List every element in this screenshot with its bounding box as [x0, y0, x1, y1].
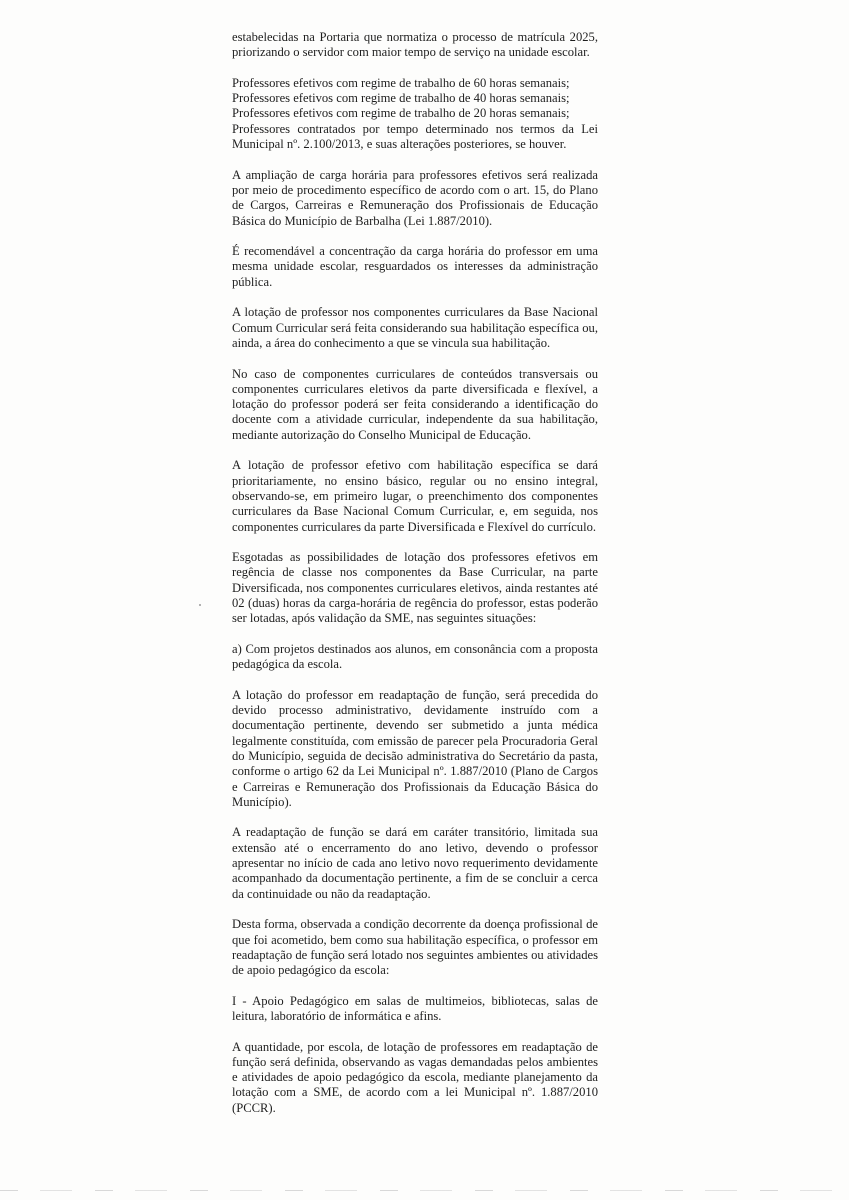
paragraph-item-i-apoio-pedagogico: I - Apoio Pedagógico em salas de multimeios, bibliotecas, salas de leitura, laboratório de informática e afins.	[232, 993, 598, 1023]
paragraph-matricula-priority: estabelecidas na Portaria que normatiza o processo de matrícula 2025, priorizando o servidor com maior tempo de serviço na unidade escolar.	[232, 30, 598, 60]
paragraph-lotacao-efetivo: A lotação de professor efetivo com habilitação específica se dará prioritariamente, no ensino básico, regular ou no ensino integral, observando-se, em primeiro lugar, o preenchimento dos componentes curriculares da Base Nacional Comum Curricular, e, em seguida, nos componentes curriculares da parte Diversificada e Flexível do currículo.	[232, 458, 598, 534]
paragraph-lotacao-bncc: A lotação de professor nos componentes curriculares da Base Nacional Comum Curricular será feita considerando sua habilitação específica ou, ainda, a área do conhecimento a que se vincula sua habilitação.	[232, 305, 598, 350]
paragraph-concentracao-carga: É recomendável a concentração da carga horária do professor em uma mesma unidade escolar, resguardados os interesses da administração pública.	[232, 244, 598, 289]
regime-item-contratados: Professores contratados por tempo determinado nos termos da Lei Municipal nº. 2.100/2013, e suas alterações posteriores, se houver.	[232, 121, 598, 152]
paragraph-quantidade-lotacao: A quantidade, por escola, de lotação de professores em readaptação de função será definida, observando as vagas demandadas pelos ambientes e atividades de apoio pedagógico da escola, mediante planejamento da lotação com a SME, de acordo com a lei Municipal nº. 1.887/2010 (PCCR).	[232, 1039, 598, 1115]
paragraph-ampliacao-carga: A ampliação de carga horária para professores efetivos será realizada por meio de procedimento específico de acordo com o art. 15, do Plano de Cargos, Carreiras e Remuneração dos Profissionais de Educação Básica do Município de Barbalha (Lei 1.887/2010).	[232, 167, 598, 228]
regime-item-20h: Professores efetivos com regime de trabalho de 20 horas semanais;	[232, 106, 570, 121]
document-body	[232, 30, 598, 1116]
regime-item-40h: Professores efetivos com regime de trabalho de 40 horas semanais;	[232, 91, 570, 106]
paragraph-componentes-transversais: No caso de componentes curriculares de conteúdos transversais ou componentes curriculares eletivos da parte diversificada e flexível, a lotação do professor poderá ser feita considerando a identificação do docente com a atividade curricular, independente da sua habilitação, mediante autorização do Conselho Municipal de Educação.	[232, 366, 598, 442]
paragraph-esgotadas-possibilidades: Esgotadas as possibilidades de lotação dos professores efetivos em regência de classe nos componentes da Base Curricular, na parte Diversificada, nos componentes curriculares eletivos, ainda restantes até 02 (duas) horas da carga-horária de regência do professor, estas poderão ser lotadas, após validação da SME, nas seguintes situações:	[232, 550, 598, 626]
regime-list	[232, 76, 598, 152]
paragraph-readaptacao-transitoria: A readaptação de função se dará em caráter transitório, limitada sua extensão até o encerramento do ano letivo, devendo o professor apresentar no início de cada ano letivo novo requerimento devidamente acompanhado da documentação pertinente, a fim de se concluir a cerca da continuidade ou não da readaptação.	[232, 825, 598, 901]
paragraph-ambientes-apoio: Desta forma, observada a condição decorrente da doença profissional de que foi acometido, bem como sua habilitação específica, o professor em readaptação de função será lotado nos seguintes ambientes ou atividades de apoio pedagógico da escola:	[232, 917, 598, 978]
regime-item-60h: Professores efetivos com regime de trabalho de 60 horas semanais;	[232, 75, 570, 90]
scan-speck	[199, 604, 201, 606]
paragraph-item-a-projetos: a) Com projetos destinados aos alunos, em consonância com a proposta pedagógica da escola.	[232, 641, 598, 672]
scan-bottom-edge	[0, 1190, 849, 1191]
paragraph-readaptacao-processo: A lotação do professor em readaptação de função, será precedida do devido processo administrativo, devidamente instruído com a documentação pertinente, devendo ser submetido a junta médica legalmente constituída, com emissão de parecer pela Procuradoria Geral do Município, seguida de decisão administrativa do Secretário da pasta, conforme o artigo 62 da Lei Municipal nº. 1.887/2010 (Plano de Cargos e Carreiras e Remuneração dos Profissionais da Educação Básica do Município).	[232, 687, 598, 809]
